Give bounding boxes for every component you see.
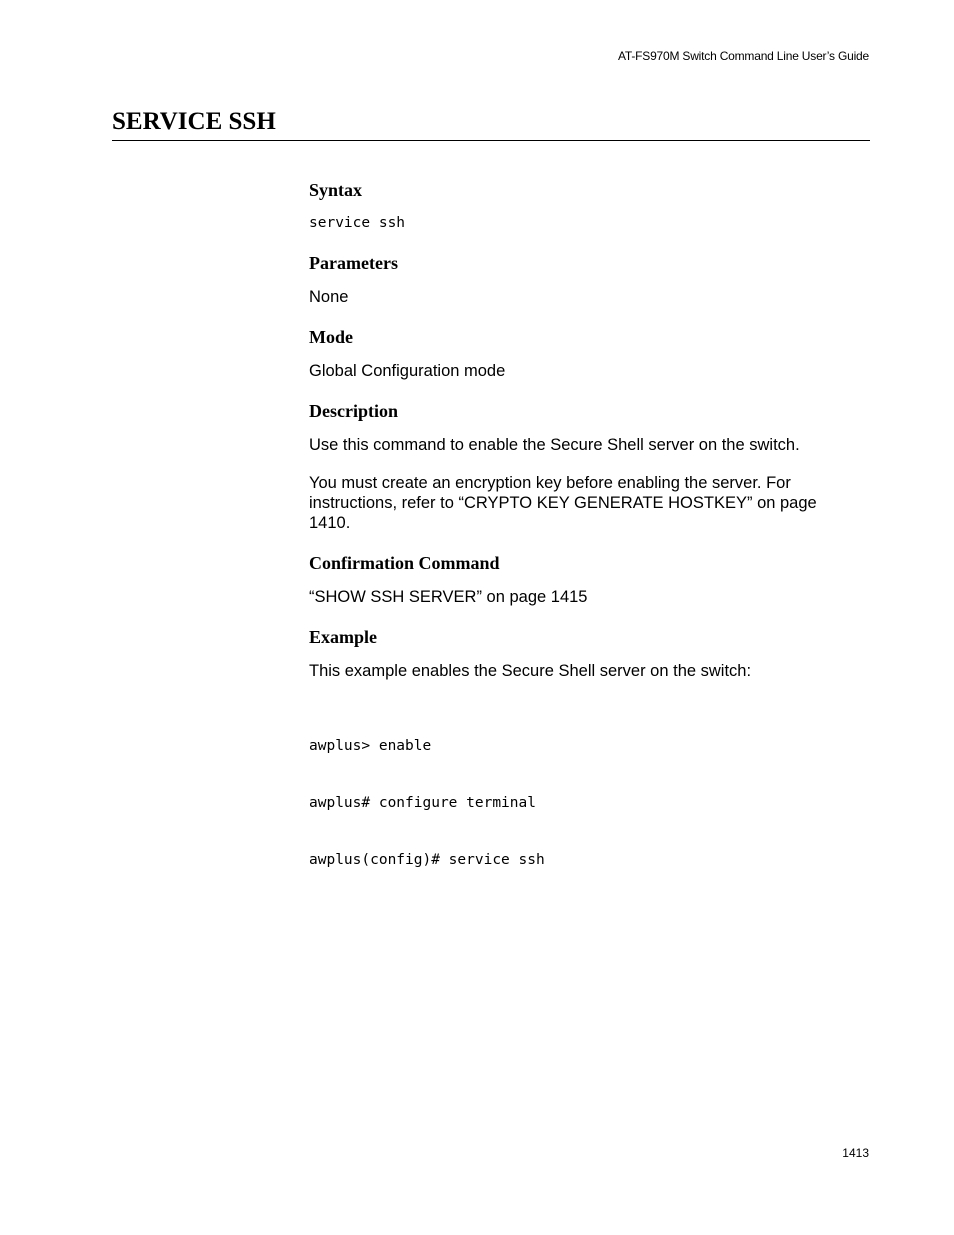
example-code-line: awplus# configure terminal [309, 795, 536, 811]
example-code-block [309, 699, 829, 908]
page-number: 1413 [842, 1146, 869, 1160]
description-paragraph: You must create an encryption key before enabling the server. For instructions, refer to “CRYPTO KEY GENERATE HOSTKEY” on page 1410. [309, 474, 817, 532]
title-divider [112, 140, 870, 141]
parameters-heading: Parameters [309, 253, 398, 273]
command-reference-body [309, 178, 829, 926]
parameters-text: None [309, 288, 349, 306]
syntax-code: service ssh [309, 215, 406, 231]
running-header: AT-FS970M Switch Command Line User’s Guide [617, 49, 869, 63]
example-heading: Example [309, 627, 378, 647]
description-heading: Description [309, 401, 398, 421]
confirmation-command-reference: “SHOW SSH SERVER” on page 1415 [309, 588, 588, 606]
example-intro-text: This example enables the Secure Shell server on the switch: [309, 662, 752, 680]
example-code-line: awplus> enable [309, 738, 432, 754]
example-code-line: awplus(config)# service ssh [309, 852, 545, 868]
mode-text: Global Configuration mode [309, 362, 506, 380]
confirmation-command-heading: Confirmation Command [309, 553, 500, 573]
mode-heading: Mode [309, 327, 353, 347]
page-title: SERVICE SSH [112, 108, 276, 135]
syntax-heading: Syntax [309, 180, 363, 200]
description-paragraph: Use this command to enable the Secure Shell server on the switch. [309, 436, 800, 454]
